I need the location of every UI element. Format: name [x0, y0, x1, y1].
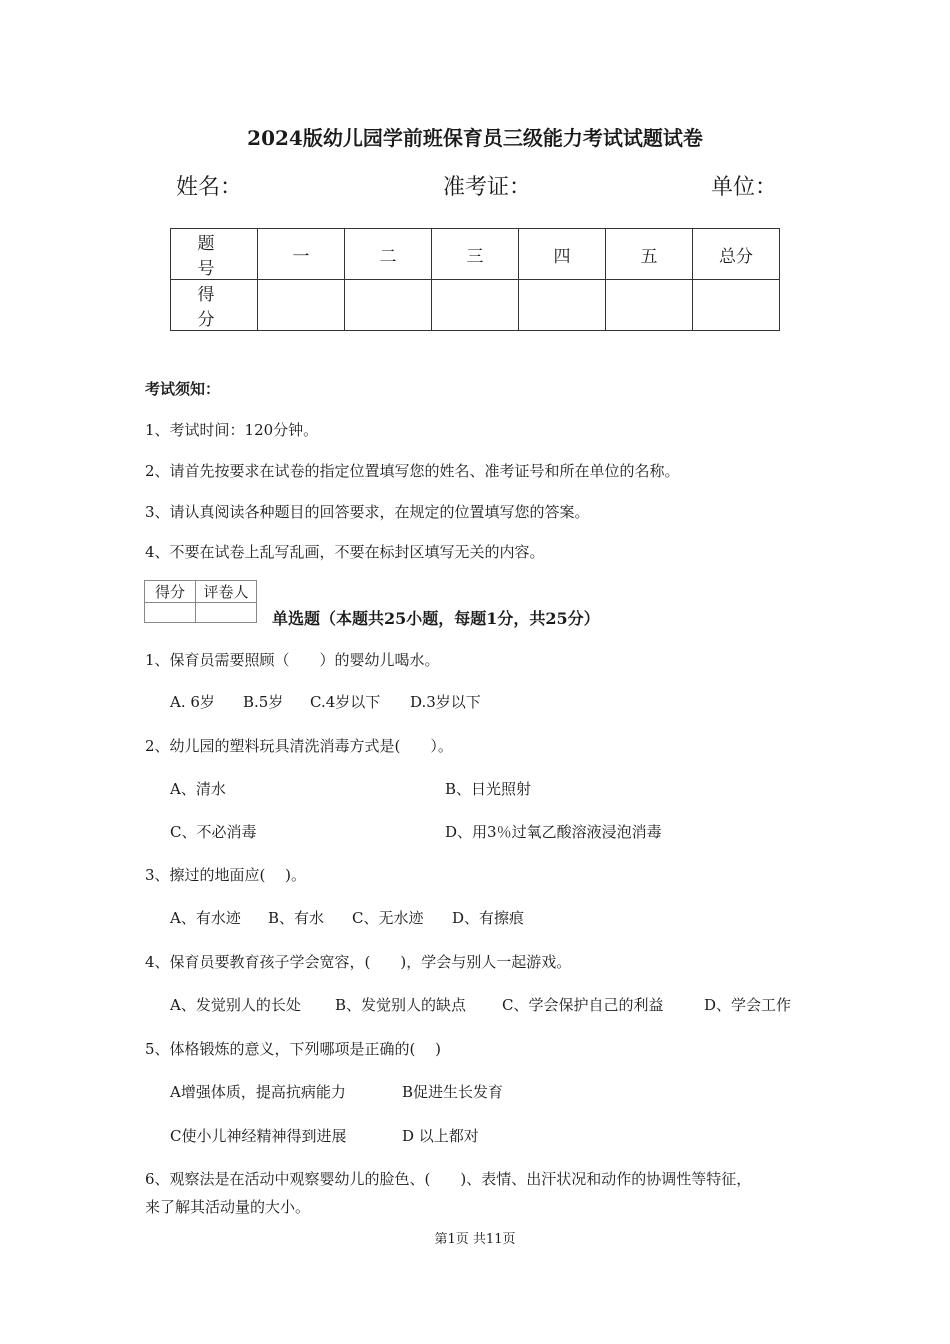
- grader-box: [144, 580, 257, 623]
- question-option: C、学会保护自己的利益: [502, 996, 664, 1014]
- question-option: A、清水: [170, 780, 226, 798]
- question-option: B、日光照射: [445, 780, 532, 798]
- question-option: B、发觉别人的缺点: [335, 996, 467, 1014]
- candidate-fields: [0, 170, 950, 204]
- score-input-q1[interactable]: [258, 280, 345, 331]
- score-cell-q3: 三: [432, 229, 519, 280]
- notice-item: 1、考试时间：120分钟。: [145, 421, 319, 439]
- notice-item: 3、请认真阅读各种题目的回答要求，在规定的位置填写您的答案。: [145, 503, 590, 521]
- page-title: 2024版幼儿园学前班保育员三级能力考试试题试卷: [247, 126, 703, 150]
- score-cell-q1: 一: [258, 229, 345, 280]
- question-stem: 2、幼儿园的塑料玩具清洗消毒方式是( ）。: [145, 737, 453, 755]
- grader-name-label: 评卷人: [196, 581, 257, 603]
- question-option: A. 6岁: [170, 693, 215, 711]
- page-number: 第1页 共11页: [434, 1232, 516, 1247]
- score-cell-q4: 四: [519, 229, 606, 280]
- score-input-q5[interactable]: [606, 280, 693, 331]
- question-option: C、不必消毒: [170, 823, 257, 841]
- question-option: A增强体质，提高抗病能力: [170, 1083, 346, 1101]
- question-option: D、学会工作: [704, 996, 792, 1014]
- score-table-score-row: [171, 280, 780, 331]
- notice-item: 4、不要在试卷上乱写乱画，不要在标封区填写无关的内容。: [145, 543, 545, 561]
- unit-label: 单位：: [711, 175, 778, 200]
- question-option: C、无水迹: [352, 909, 424, 927]
- notice-item: 2、请首先按要求在试卷的指定位置填写您的姓名、准考证号和所在单位的名称。: [145, 462, 680, 480]
- question-option: C.4岁以下: [310, 693, 381, 711]
- score-table-header-row: [171, 229, 780, 280]
- question-option: A、发觉别人的长处: [170, 996, 301, 1014]
- score-table: [170, 228, 780, 331]
- question-option: A、有水迹: [170, 909, 241, 927]
- question-option: C使小儿神经精神得到进展: [170, 1127, 347, 1145]
- grader-name-input[interactable]: [196, 603, 257, 623]
- score-input-q3[interactable]: [432, 280, 519, 331]
- question-stem: 5、体格锻炼的意义，下列哪项是正确的( ): [145, 1040, 442, 1058]
- notice-title: 考试须知：: [145, 380, 221, 398]
- score-cell-total: 总分: [693, 229, 780, 280]
- score-input-total[interactable]: [693, 280, 780, 331]
- score-input-q2[interactable]: [345, 280, 432, 331]
- question-option: D、用3％过氧乙酸溶液浸泡消毒: [445, 823, 662, 841]
- question-stem: 4、保育员要教育孩子学会宽容，( )，学会与别人一起游戏。: [145, 953, 572, 971]
- score-input-q4[interactable]: [519, 280, 606, 331]
- question-option: D 以上都对: [402, 1127, 479, 1145]
- grader-score-input[interactable]: [145, 603, 196, 623]
- question-option: B.5岁: [243, 693, 284, 711]
- score-row-label: 得 分: [171, 280, 258, 331]
- question-stem: 1、保育员需要照顾（ ）的婴幼儿喝水。: [145, 651, 440, 669]
- grader-score-label: 得分: [145, 581, 196, 603]
- question-stem: 6、观察法是在活动中观察婴幼儿的脸色、( )、表情、出汗状况和动作的协调性等特征，: [145, 1170, 752, 1188]
- question-stem-continued: 来了解其活动量的大小。: [145, 1198, 311, 1216]
- question-option: D.3岁以下: [410, 693, 481, 711]
- exam-id-label: 准考证：: [443, 175, 532, 200]
- score-cell-q5: 五: [606, 229, 693, 280]
- question-option: D、有擦痕: [452, 909, 525, 927]
- question-option: B、有水: [268, 909, 325, 927]
- question-stem: 3、擦过的地面应( )。: [145, 866, 307, 884]
- score-cell-label: 题 号: [171, 229, 258, 280]
- name-label: 姓名：: [176, 175, 243, 200]
- score-cell-q2: 二: [345, 229, 432, 280]
- section-title: 单选题（本题共25小题，每题1分，共25分）: [272, 609, 600, 628]
- question-option: B促进生长发育: [402, 1083, 504, 1101]
